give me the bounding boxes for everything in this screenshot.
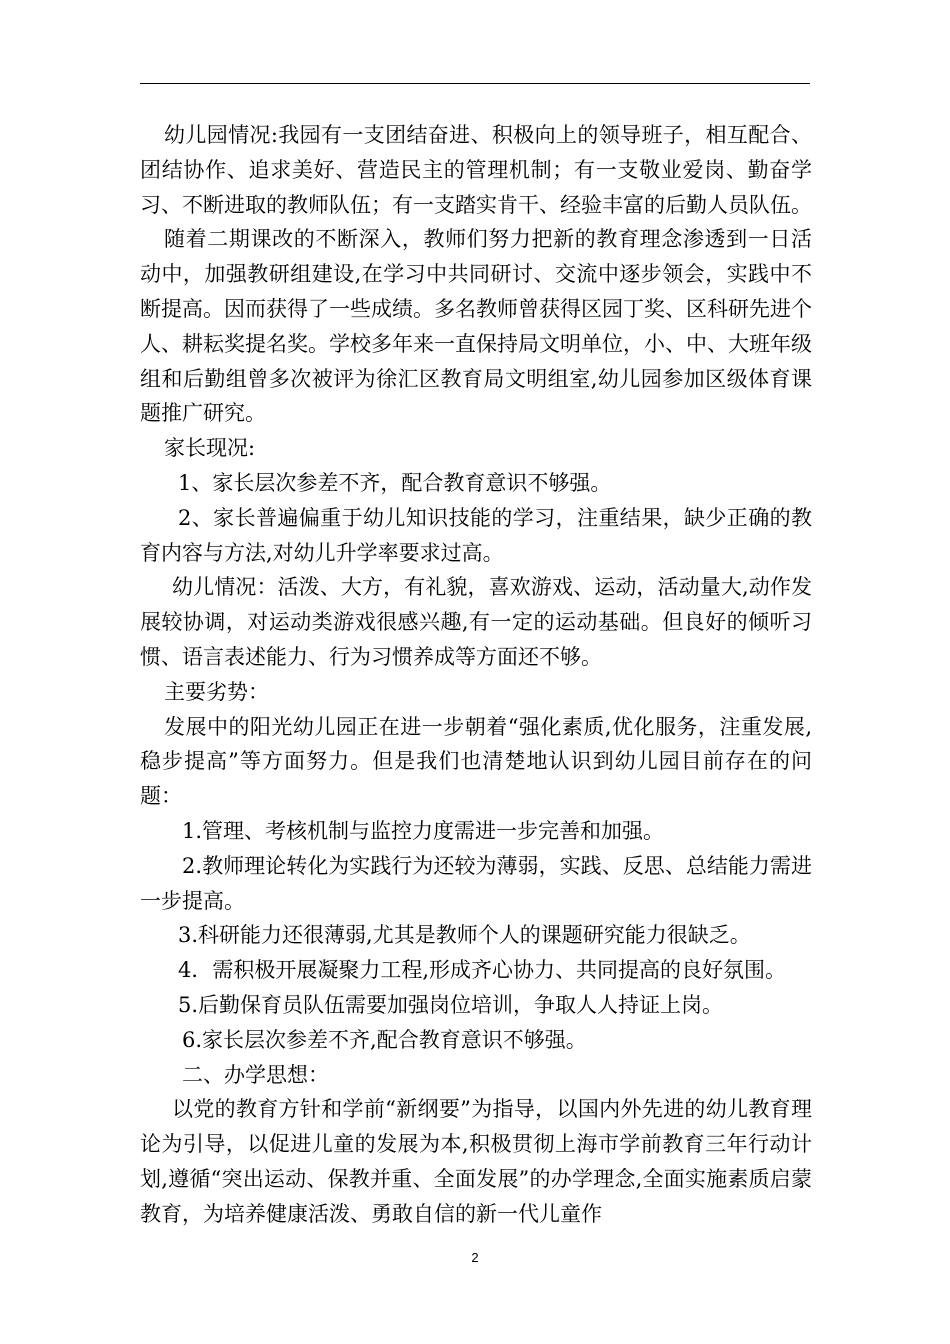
header-rule xyxy=(140,83,810,84)
paragraph-development: 发展中的阳光幼儿园正在进一步朝着“强化素质,优化服务，注重发展,稳步提高”等方面努力。但是我们也清楚地认识到幼儿园目前存在的问题： xyxy=(140,714,812,809)
list-item-problem-1: 1.管理、考核机制与监控力度需进一步完善和加强。 xyxy=(182,818,665,843)
list-item-problem-5: 5.后勤保育员队伍需要加强岗位培训，争取人人持证上岗。 xyxy=(178,992,724,1017)
list-item-parents-2: 2、家长普遍偏重于幼儿知识技能的学习，注重结果，缺少正确的教育内容与方法,对幼儿升学率要求过高。 xyxy=(140,505,812,565)
list-item-problem-2: 2.教师理论转化为实践行为还较为薄弱，实践、反思、总结能力需进一步提高。 xyxy=(140,853,812,913)
list-item-problem-3: 3.科研能力还很薄弱,尤其是教师个人的课题研究能力很缺乏。 xyxy=(178,923,751,948)
list-item-problem-6: 6.家长层次参差不齐,配合教育意识不够强。 xyxy=(182,1027,587,1052)
heading-parents-situation: 家长现况: xyxy=(164,436,256,461)
heading-main-weaknesses: 主要劣势： xyxy=(164,679,269,704)
document-body xyxy=(140,118,812,1232)
paragraph-children-situation: 幼儿情况：活泼、大方，有礼貌，喜欢游戏、运动，活动量大,动作发展较协调，对运动类游戏很感兴趣,有一定的运动基础。但良好的倾听习惯、语言表述能力、行为习惯养成等方面还不够。 xyxy=(140,575,812,669)
list-item-problem-4: 4．需积极开展凝聚力工程,形成齐心协力、共同提高的良好氛围。 xyxy=(178,958,787,983)
paragraph-school-philosophy: 以党的教育方针和学前“新纲要”为指导，以国内外先进的幼儿教育理论为引导，以促进儿童的发展为本,积极贯彻上海市学前教育三年行动计划,遵循“突出运动、保教并重、全面发展”的办学理念,全面实施素质启蒙教育，为培养健康活泼、勇敢自信的新一代儿童作 xyxy=(140,1097,812,1226)
paragraph-kindergarten-situation: 幼儿园情况:我园有一支团结奋进、积极向上的领导班子，相互配合、团结协作、追求美好、营造民主的管理机制；有一支敬业爱岗、勤奋学习、不断进取的教师队伍；有一支踏实肯干、经验丰富的后勤人员队伍。 xyxy=(140,123,812,217)
page-number: 2 xyxy=(471,1250,479,1265)
heading-school-philosophy: 二、办学思想： xyxy=(182,1062,329,1087)
paragraph-curriculum-reform: 随着二期课改的不断深入，教师们努力把新的教育理念渗透到一日活动中，加强教研组建设,在学习中共同研讨、交流中逐步领会，实践中不断提高。因而获得了一些成绩。多名教师曾获得区园丁奖、区科研先进个人、耕耘奖提名奖。学校多年来一直保持局文明单位，小、中、大班年级组和后勤组曾多次被评为徐汇区教育局文明组室,幼儿园参加区级体育课题推广研究。 xyxy=(140,227,812,426)
list-item-parents-1: 1、家长层次参差不齐，配合教育意识不够强。 xyxy=(178,470,612,495)
